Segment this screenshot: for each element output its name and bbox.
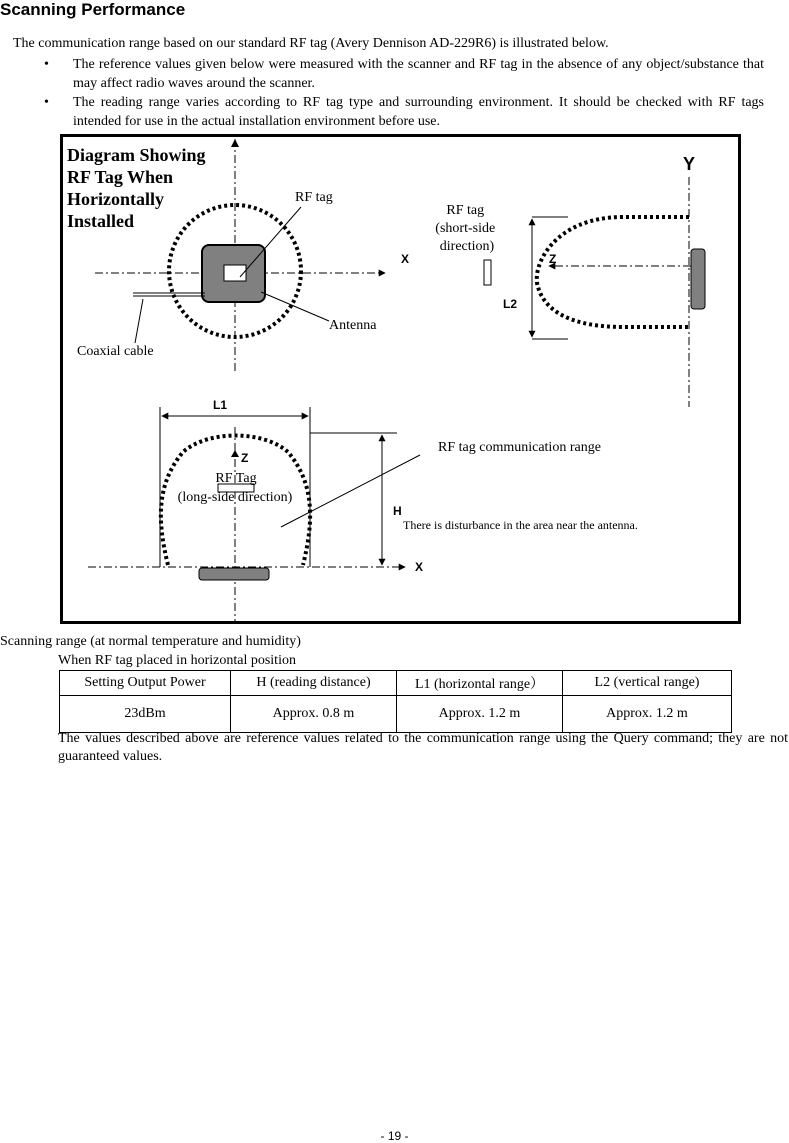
rf-range-diagram	[63, 137, 738, 621]
diagram-title-line: Horizontally	[67, 189, 164, 209]
bullet-text: The reading range varies according to RF tag type and surrounding environment. It should be checked with RF tags intended for use in the actual installation environment before use.	[73, 95, 764, 129]
table-cell: Approx. 1.2 m	[397, 696, 563, 733]
antenna-side-icon	[691, 249, 705, 309]
rf-tag-long-direction-label: (long-side direction)	[177, 490, 293, 505]
diagram-title	[67, 145, 210, 231]
arrowhead-icon	[231, 139, 239, 147]
arrowhead-icon	[231, 450, 239, 457]
table-header: L1 (horizontal range）	[397, 671, 563, 696]
page-number: - 19 -	[380, 1129, 409, 1143]
diagram-title-line: Installed	[67, 211, 135, 231]
range-caption: Scanning range (at normal temperature and humidity)	[0, 634, 301, 649]
disturbance-note: There is disturbance in the area near the antenna.	[403, 518, 638, 532]
range-curve	[537, 217, 689, 327]
scan-range-table	[59, 670, 732, 733]
antenna-front-icon	[199, 568, 269, 580]
diagram-title-line: RF Tag When	[67, 167, 174, 187]
reference-note: The values described above are reference values related to the communication range using the Query command; they are not guaranteed values.	[58, 731, 788, 764]
table-row	[60, 696, 732, 733]
axis-x-label: X	[415, 560, 424, 574]
axis-y-label: Y	[683, 154, 696, 174]
diagram-frame	[60, 134, 741, 624]
table-cell: Approx. 0.8 m	[231, 696, 397, 733]
dimension-h-label: H	[393, 504, 402, 518]
dimension-l2-label: L2	[503, 297, 518, 311]
intro-text: The communication range based on our standard RF tag (Avery Dennison AD-229R6) is illustrated below.	[13, 36, 609, 51]
dimension-l1-label: L1	[213, 398, 228, 412]
table-header: H (reading distance)	[231, 671, 397, 696]
comm-range-label: RF tag communication range	[438, 440, 601, 455]
bullet-text: The reference values given below were measured with the scanner and RF tag in the absence of any object/substance that may affect radio waves around the scanner.	[73, 57, 764, 91]
position-caption: When RF tag placed in horizontal position	[58, 653, 296, 668]
rf-tag-long-label: RF Tag	[215, 471, 257, 486]
table-header-row	[60, 671, 732, 696]
table-header: L2 (vertical range)	[563, 671, 732, 696]
axis-z-label: Z	[241, 451, 249, 465]
coaxial-cable-label: Coaxial cable	[77, 344, 154, 359]
rf-tag-short-icon	[484, 260, 491, 285]
table-cell: Approx. 1.2 m	[563, 696, 732, 733]
rf-tag-icon	[224, 265, 246, 281]
page-heading: Scanning Performance	[0, 0, 186, 19]
rf-tag-short-label: RF tag (short-side direction)	[435, 203, 496, 254]
diagram-title-line: Diagram Showing	[67, 145, 206, 165]
axis-x-label: X	[401, 252, 410, 266]
table-header: Setting Output Power	[60, 671, 231, 696]
bullet-dot: •	[44, 57, 49, 72]
table-cell: 23dBm	[60, 696, 231, 733]
antenna-label: Antenna	[329, 318, 377, 333]
leader-line	[135, 299, 143, 343]
bullet-dot: •	[44, 95, 49, 110]
rf-tag-label: RF tag	[295, 190, 333, 205]
axis-z-label: Z	[549, 252, 557, 266]
